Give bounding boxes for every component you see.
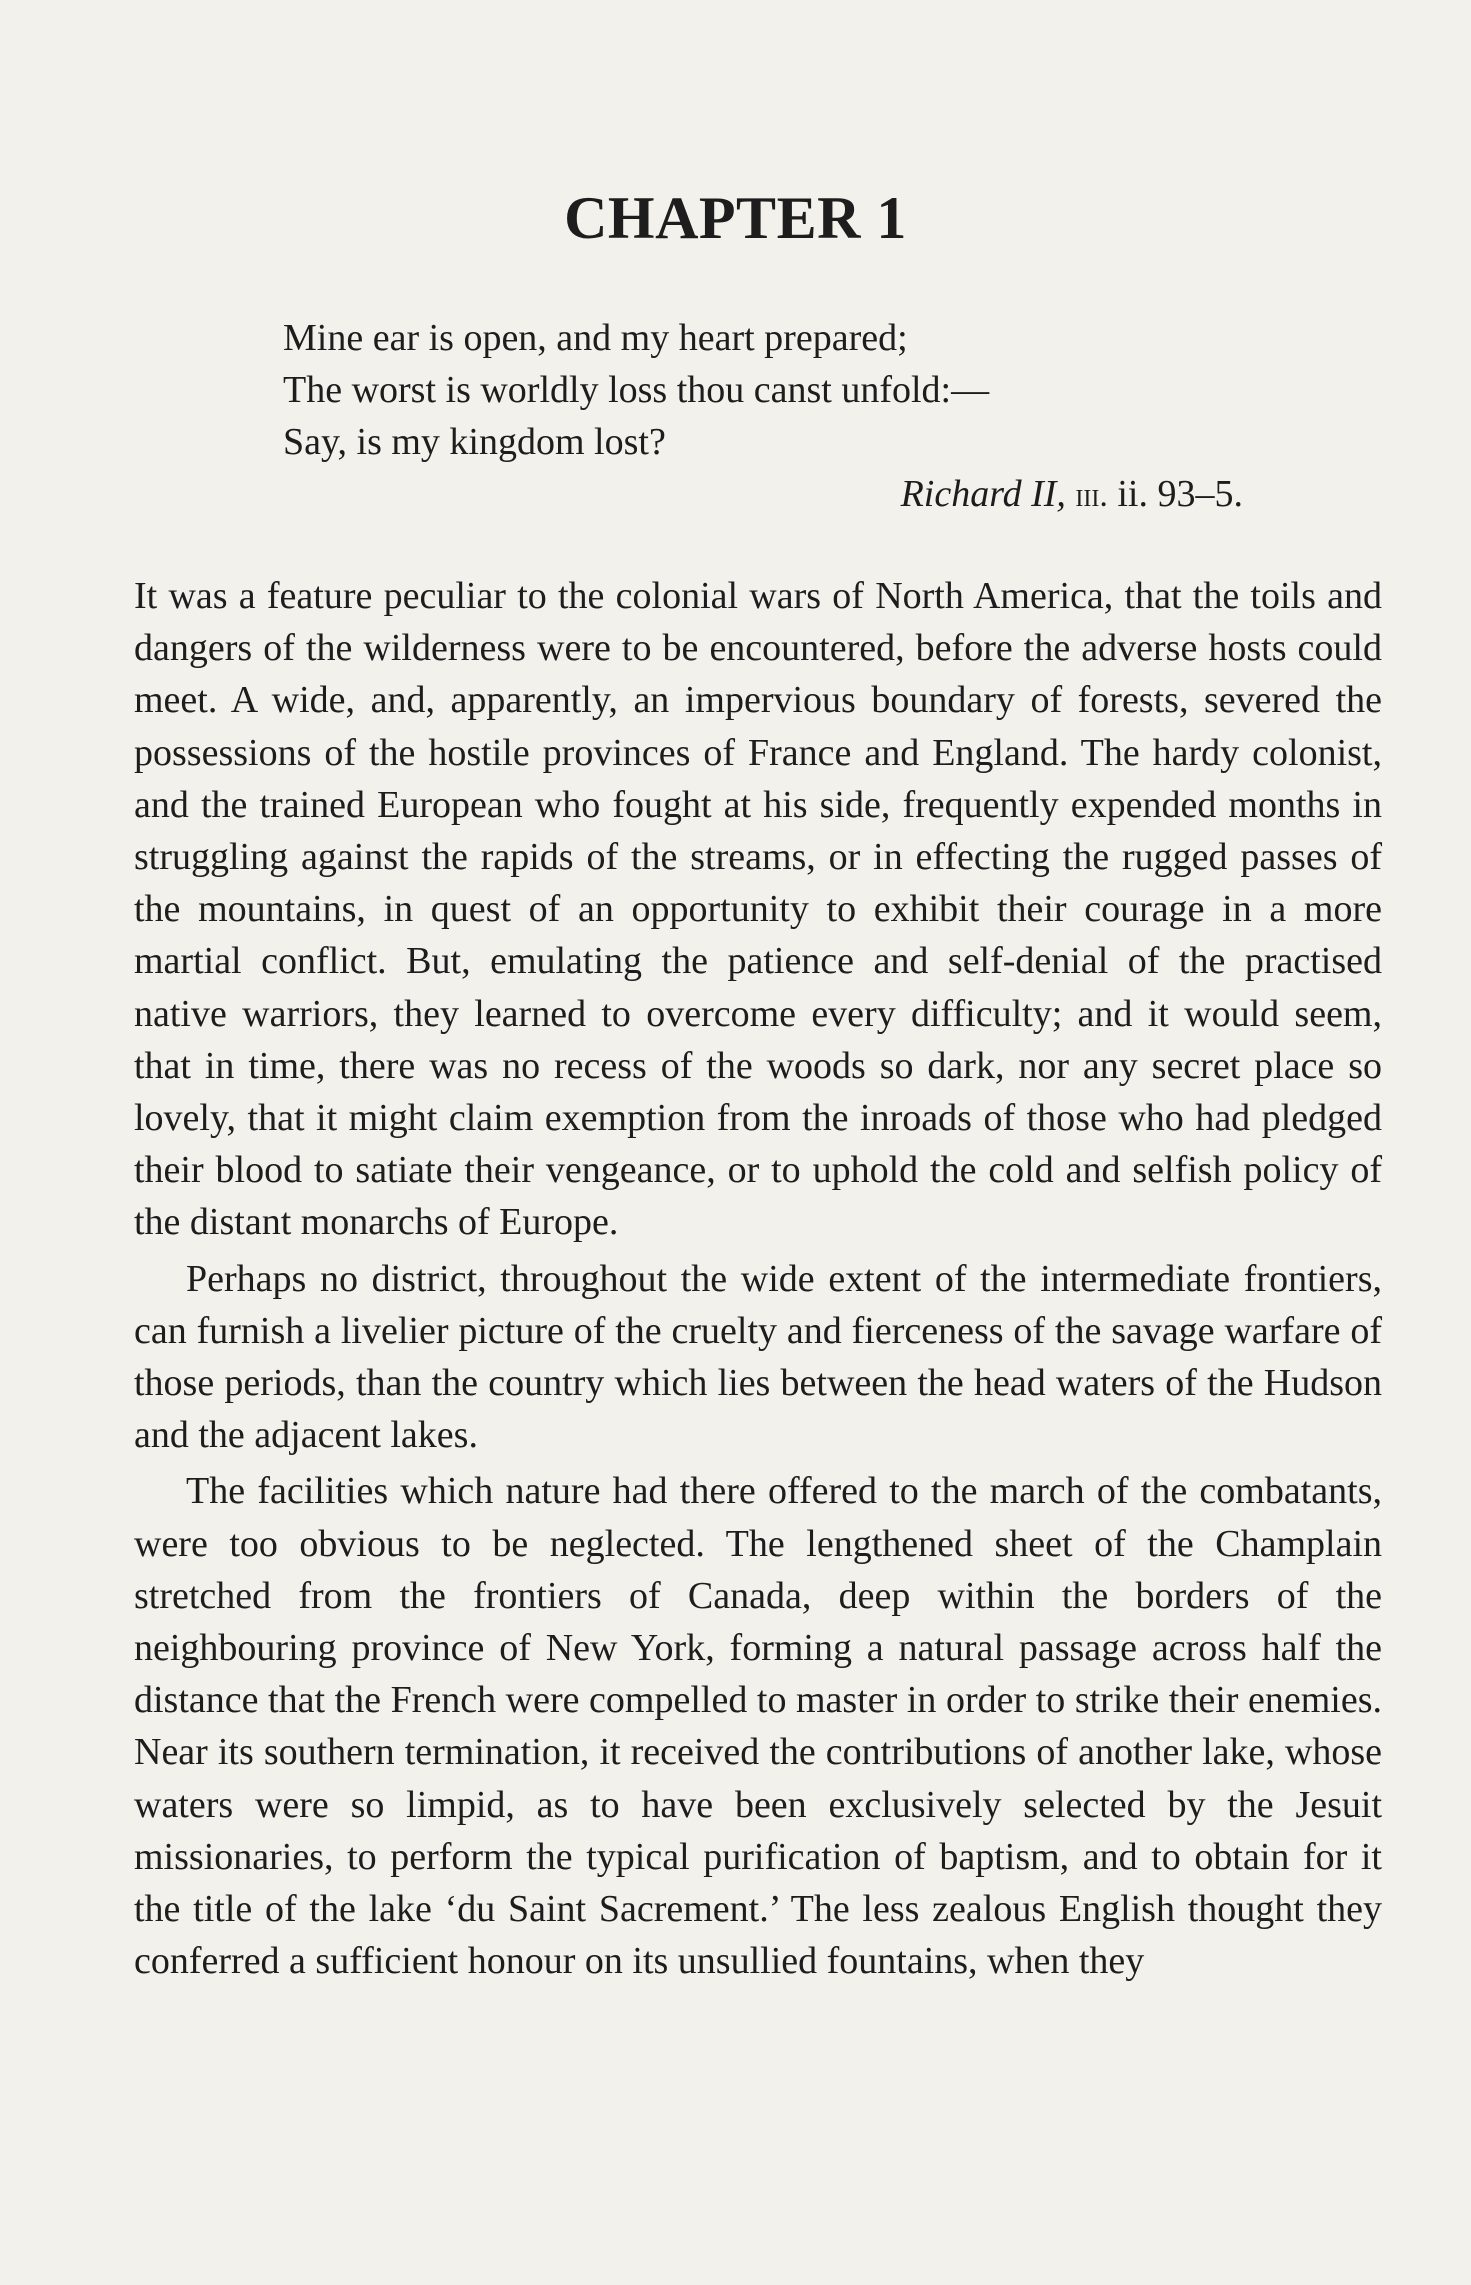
epigraph-line: Mine ear is open, and my heart prepared; [283,317,908,359]
epigraph [283,312,1253,522]
epigraph-attribution [283,468,1253,522]
attribution-play-title: Richard II, [900,473,1066,515]
epigraph-line: Say, is my kingdom lost? [283,421,666,463]
attribution-act: iii. [1075,477,1108,514]
paragraph: It was a feature peculiar to the colonial wars of North America, that the toils and dangers of the wilderness were to be encountered, before the adverse hosts could meet. A wide, and, apparently, an impervious boundary of forests, severed the possessions of the hostile provinces of France and England. The hardy colonist, and the trained European who fought at his side, frequently expended months in struggling against the rapids of the streams, or in effecting the rugged passes of the mountains, in quest of an opportunity to exhibit their courage in a more martial conflict. But, emulating the patience and self-denial of the practised native warriors, they learned to overcome every difficulty; and it would seem, that in time, there was no recess of the woods so dark, nor any secret place so lovely, that it might claim exemption from the inroads of those who had pledged their blood to satiate their vengeance, or to uphold the cold and selfish policy of the distant monarchs of Europe. [134,575,1382,1244]
chapter-title: CHAPTER 1 [564,185,907,251]
paragraph: Perhaps no district, throughout the wide extent of the intermediate frontiers, can furnish a livelier picture of the cruelty and fierceness of the savage warfare of those periods, than the country which lies between the head waters of the Hudson and the adjacent lakes. [134,1257,1382,1457]
epigraph-line: The worst is worldly loss thou canst unfold:— [283,369,990,411]
chapter-body [134,570,1382,1987]
paragraph: The facilities which nature had there offered to the march of the combatants, were too obvious to be neglected. The lengthened sheet of the Champlain stretched from the frontiers of Canada, deep within the borders of the neighbouring province of New York, forming a natural passage across half the distance that the French were compelled to master in order to strike their enemies. Near its southern termination, it received the contributions of another lake, whose waters were so limpid, as to have been exclusively selected by the Jesuit missionaries, to perform the typical purification of baptism, and to obtain for it the title of the lake ‘du Saint Sacrement.’ The less zealous English thought they conferred a sufficient honour on its unsullied fountains, when they [134,1470,1382,1983]
attribution-reference: ii. 93–5. [1107,473,1243,515]
